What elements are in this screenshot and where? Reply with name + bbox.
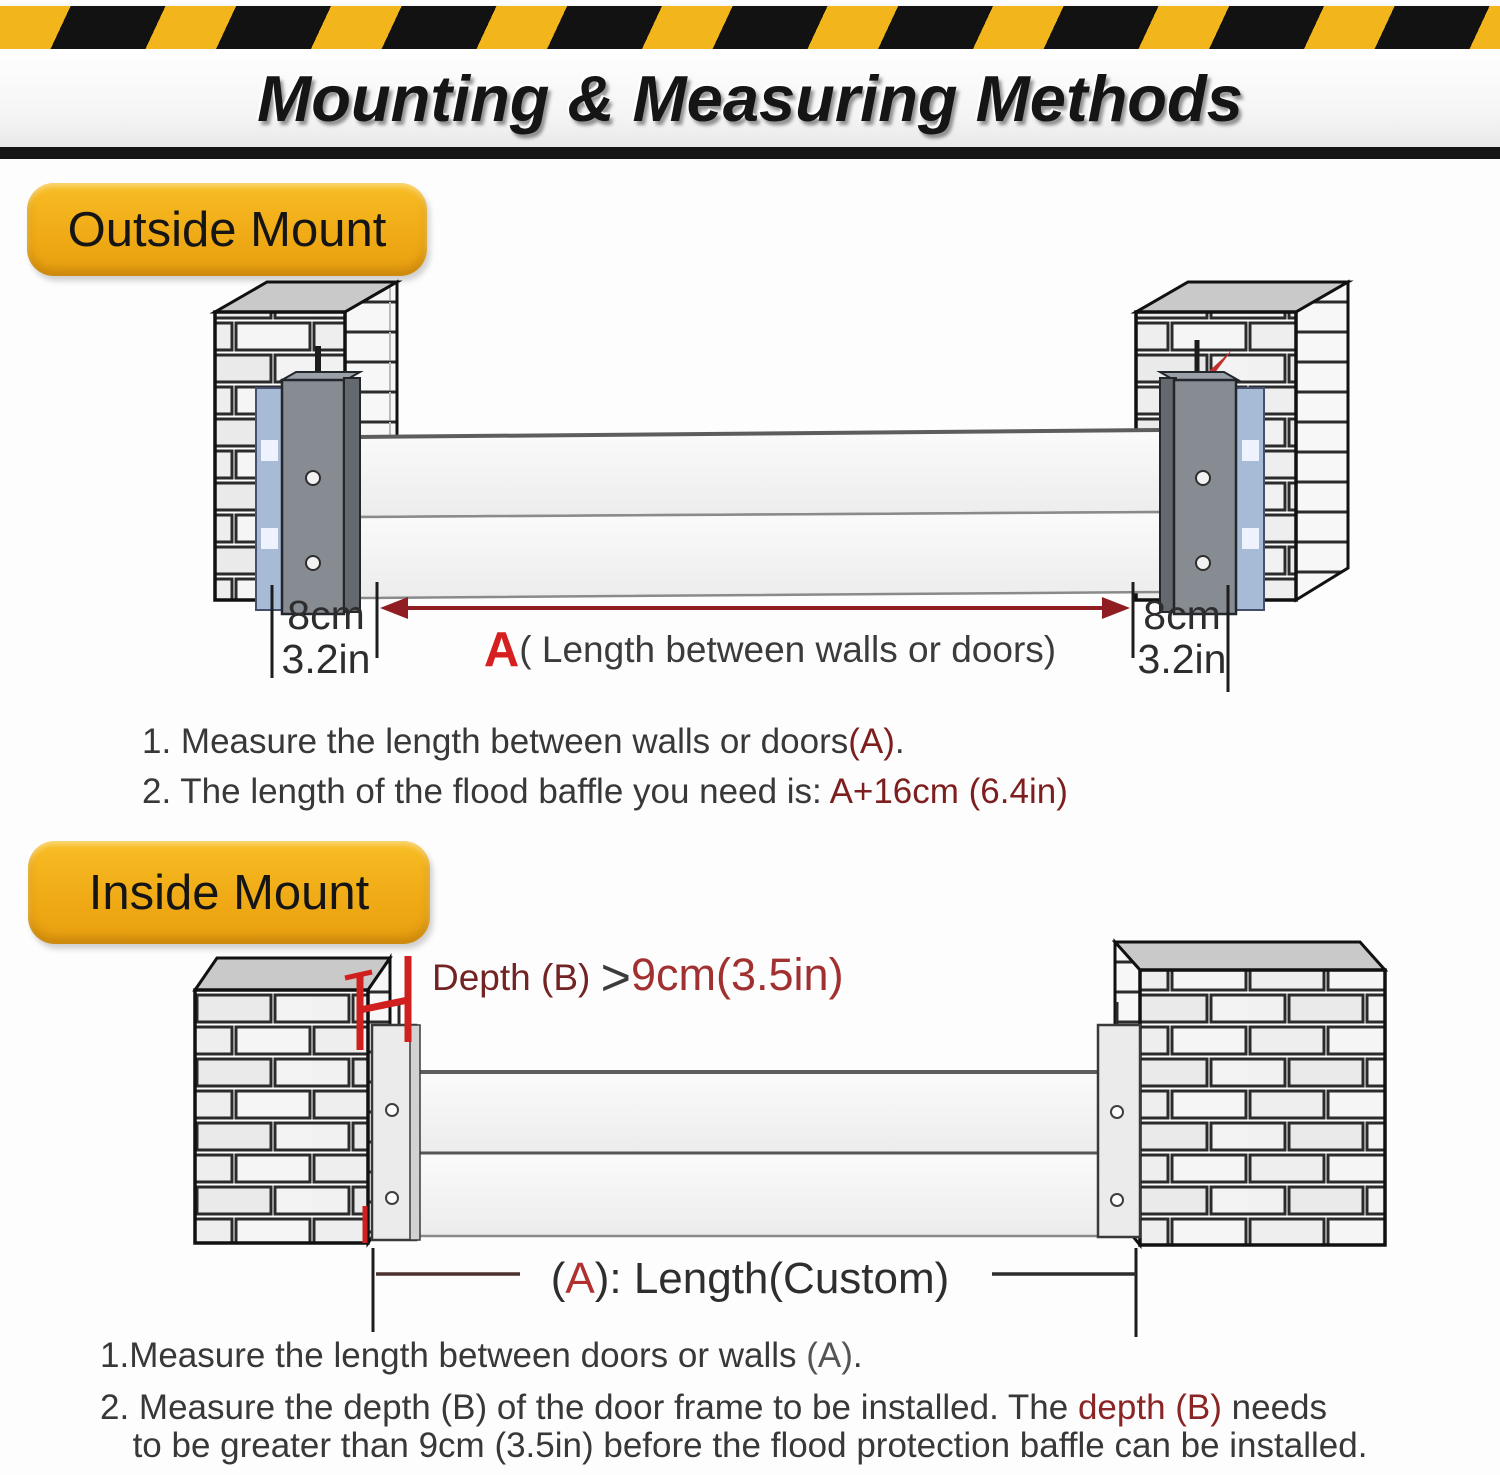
inside-mount-badge-label: Inside Mount bbox=[88, 865, 370, 920]
outside-right-bracket bbox=[1160, 372, 1238, 614]
depth-value: 9cm(3.5in) bbox=[631, 949, 844, 1000]
outside-step1-end: . bbox=[894, 722, 905, 761]
length-rest: ): Length(Custom) bbox=[594, 1254, 950, 1303]
outside-step-1 bbox=[142, 722, 905, 762]
right-offset-cm-label: 8cm bbox=[1143, 592, 1221, 638]
inside-right-rail bbox=[1098, 1002, 1140, 1237]
left-offset-cm-label: 8cm bbox=[287, 592, 365, 638]
outside-mount-badge-label: Outside Mount bbox=[67, 202, 387, 257]
greater-than-sign: > bbox=[600, 949, 631, 1007]
inside-step-2 bbox=[100, 1388, 1327, 1428]
span-length-label bbox=[450, 622, 1090, 678]
outside-left-bracket bbox=[282, 372, 360, 614]
inside-step2-end: needs bbox=[1221, 1388, 1328, 1427]
outside-step2-text: 2. The length of the flood baffle you need is: bbox=[142, 772, 830, 811]
inside-step1-text: 1.Measure the length between doors or walls bbox=[100, 1336, 807, 1375]
page-title: Mounting & Measuring Methods bbox=[257, 61, 1243, 135]
left-offset-in-label: 3.2in bbox=[281, 636, 371, 682]
outside-right-seal-strip bbox=[1236, 388, 1264, 610]
right-offset-in-label: 3.2in bbox=[1137, 636, 1227, 682]
inside-step1-var: (A) bbox=[806, 1336, 853, 1375]
outside-step2-formula: A+16cm (6.4in) bbox=[829, 772, 1068, 811]
custom-length-label bbox=[500, 1254, 1000, 1304]
inside-step-1 bbox=[100, 1336, 863, 1376]
inside-left-rail bbox=[365, 1005, 420, 1243]
outside-step1-text: 1. Measure the length between walls or doors bbox=[142, 722, 849, 761]
inside-step2-highlight: depth (B) bbox=[1077, 1388, 1222, 1427]
length-open: ( bbox=[550, 1254, 566, 1303]
span-length-desc: ( Length between walls or doors) bbox=[519, 629, 1057, 670]
outside-left-seal-strip bbox=[256, 388, 284, 610]
inside-step-2-line2: to be greater than 9cm (3.5in) before the flood protection baffle can be installed. bbox=[132, 1426, 1368, 1465]
inside-step1-end: . bbox=[852, 1336, 863, 1375]
depth-requirement-label bbox=[432, 948, 844, 1008]
depth-prefix: Depth (B) bbox=[432, 957, 601, 998]
inside-step2-text: 2. Measure the depth (B) of the door frame to be installed. The bbox=[100, 1388, 1078, 1427]
outside-step1-var: (A) bbox=[848, 722, 895, 761]
outside-step-2 bbox=[142, 772, 1068, 812]
inside-flood-barrier bbox=[412, 1072, 1100, 1236]
variable-a: A bbox=[483, 623, 520, 677]
inside-right-pillar bbox=[1115, 942, 1385, 1245]
length-var: A bbox=[565, 1254, 595, 1303]
outside-flood-barrier bbox=[358, 430, 1162, 598]
